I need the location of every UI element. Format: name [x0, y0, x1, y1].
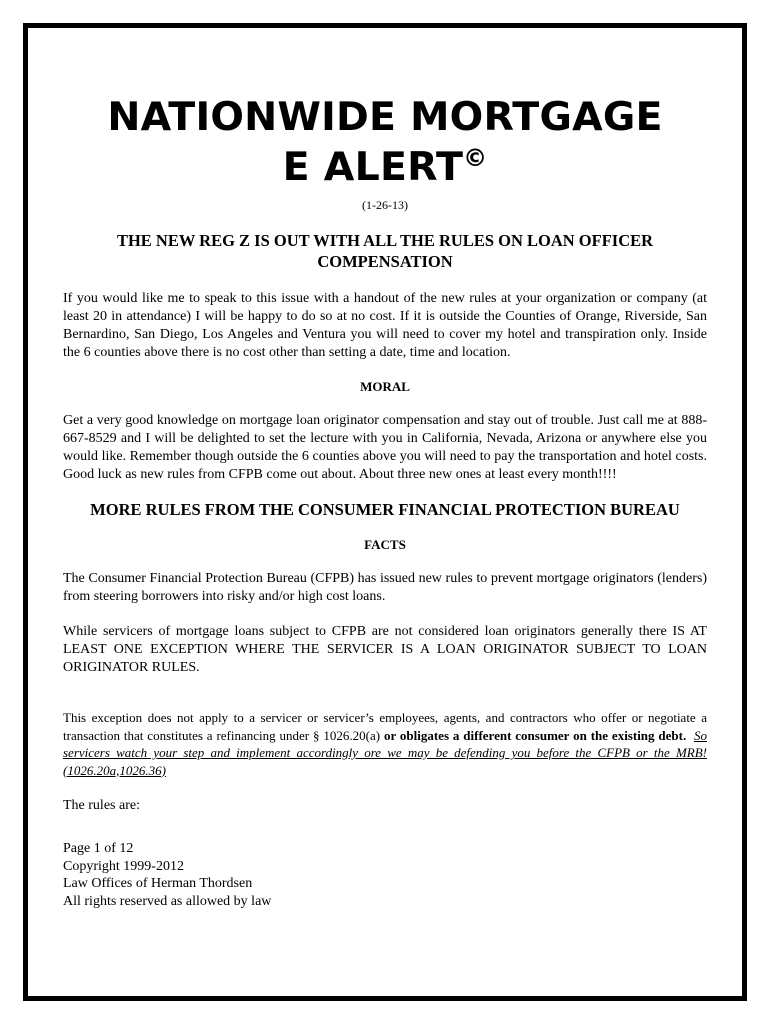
exception-bold-text: or obligates a different consumer on the existing debt. — [383, 727, 687, 743]
footer-page-number: Page 1 of 12 — [63, 841, 134, 856]
heading-facts: FACTS — [364, 537, 406, 552]
heading-moral: MORAL — [360, 379, 410, 394]
paragraph-moral: Get a very good knowledge on mortgage loan originator compensation and stay out of trouble. Just call me at 888-667-8529 and I will be delighted to set the lecture with you in California, Nevada, Arizona or anywhere else you would like. Remember though outside the 6 counties above you will need to pay the transportation and hotel costs. Good luck as new rules from CFPB come out about. About three new ones at least every month!!!! — [63, 413, 707, 482]
paragraph-servicer-exception: While servicers of mortgage loans subject to CFPB are not considered loan originators generally there IS AT LEAST ONE EXCEPTION WHERE THE SERVICER IS A LOAN ORIGINATOR SUBJECT TO LOAN ORIGINATOR RULES. — [63, 624, 707, 675]
heading-cfpb-rules: MORE RULES FROM THE CONSUMER FINANCIAL PROTECTION BUREAU — [90, 500, 680, 519]
paragraph-exception-detail — [63, 709, 707, 779]
title-line-2: E ALERT — [282, 144, 464, 190]
footer-rights: All rights reserved as allowed by law — [63, 893, 272, 909]
copyright-symbol: © — [463, 143, 488, 172]
document-page — [63, 92, 707, 910]
paragraph-speaking-offer: If you would like me to speak to this issue with a handout of the new rules at your organization or company (at least 20 in attendance) I will be happy to do so at no cost. If it is outside the Counties of Orange, Riverside, San Bernardino, San Diego, Los Angeles and Ventura you will need to cover my hotel and transpiration only. Inside the 6 counties above there is no cost other than setting a date, time and location. — [63, 291, 707, 360]
issue-date: (1-26-13) — [362, 198, 408, 212]
footer — [63, 840, 707, 910]
document-title — [63, 92, 707, 192]
rules-intro: The rules are: — [63, 798, 140, 813]
footer-firm: Law Offices of Herman Thordsen — [63, 876, 253, 891]
title-line-1: NATIONWIDE MORTGAGE — [107, 94, 663, 140]
footer-copyright: Copyright 1999-2012 — [63, 858, 184, 874]
paragraph-cfpb-rules: The Consumer Financial Protection Bureau (CFPB) has issued new rules to prevent mortgage originators (lenders) from steering borrowers into risky and/or high cost loans. — [63, 571, 707, 604]
heading-reg-z: THE NEW REG Z IS OUT WITH ALL THE RULES ON LOAN OFFICER COMPENSATION — [116, 231, 654, 271]
exception-warning-text: So servicers watch your step and implement accordingly ore we may be defending you before the CFPB or the MRB! (1026.20a,1026.36) — [63, 727, 708, 778]
exception-text: This exception does not apply to a servicer or servicer’s employees, agents, and contractors who offer or negotiate a transaction that constitutes a refinancing under § 1026.20(a) — [63, 710, 707, 743]
